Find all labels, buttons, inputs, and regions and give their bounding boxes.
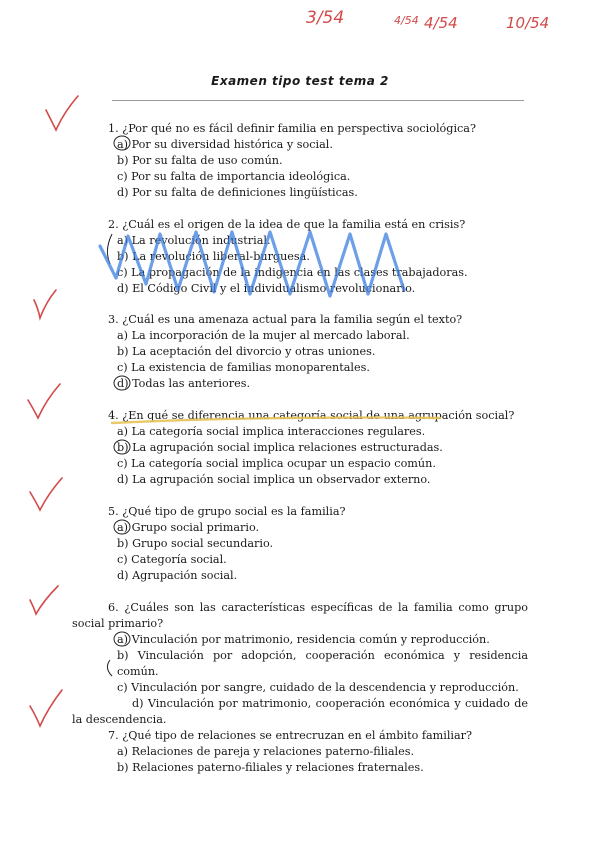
option-b: b) Por su falta de uso común.: [117, 154, 283, 167]
option-a: a) La revolución industrial.: [117, 234, 271, 247]
option-d: d) Agrupación social.: [117, 569, 238, 582]
option-c: c) La existencia de familias monoparentales.: [117, 361, 370, 374]
option-d: d) Por su falta de definiciones lingüísticas.: [117, 186, 358, 199]
question-stem: 4. ¿En qué se diferencia una categoría social de una agrupación social?: [108, 409, 515, 422]
question-stem: 3. ¿Cuál es una amenaza actual para la familia según el texto?: [108, 313, 463, 326]
question-stem: 7. ¿Qué tipo de relaciones se entrecruzan en el ámbito familiar?: [108, 729, 473, 742]
handwritten-score: 3/54: [306, 8, 345, 28]
option-b: b) La aceptación del divorcio y otras uniones.: [117, 345, 376, 358]
option-c: c) Categoría social.: [117, 553, 227, 566]
option-a: a) Grupo social primario.: [117, 521, 260, 534]
option-a: a) La incorporación de la mujer al mercado laboral.: [117, 329, 410, 342]
option-d: d) Vinculación por matrimonio, cooperación económica y cuidado de la descendencia.: [72, 697, 528, 726]
option-b: b) Relaciones paterno-filiales y relaciones fraternales.: [117, 761, 424, 774]
option-a: a) La categoría social implica interacciones regulares.: [117, 425, 426, 438]
question-7: [108, 728, 472, 776]
option-d: d) El Código Civil y el individualismo revolucionario.: [117, 282, 416, 295]
option-a: a) Vinculación por matrimonio, residencia común y reproducción.: [117, 633, 490, 646]
checkmark-icon: [30, 690, 62, 726]
checkmark-icon: [30, 478, 62, 510]
option-b: b) Vinculación por adopción, cooperación económica y residencia común.: [117, 649, 528, 678]
option-b: b) Grupo social secundario.: [117, 537, 274, 550]
question-stem: 2. ¿Cuál es el origen de la idea de que la familia está en crisis?: [108, 218, 466, 231]
title-divider: [112, 100, 524, 101]
option-c: c) La categoría social implica ocupar un espacio común.: [117, 457, 436, 470]
option-c: c) Vinculación por sangre, cuidado de la descendencia y reproducción.: [117, 681, 519, 694]
question-2: [108, 217, 468, 297]
option-c: c) La propagación de la indigencia en las clases trabajadoras.: [117, 266, 468, 279]
handwritten-score: 4/54: [424, 14, 458, 32]
question-5: [108, 504, 345, 584]
checkmark-icon: [34, 290, 56, 318]
question-stem: 1. ¿Por qué no es fácil definir familia en perspectiva sociológica?: [108, 122, 476, 135]
option-b: b) La revolución liberal-burguesa.: [117, 250, 310, 263]
option-d: d) Todas las anteriores.: [117, 377, 251, 390]
option-b: b) La agrupación social implica relaciones estructuradas.: [117, 441, 443, 454]
question-4: [108, 408, 514, 488]
question-stem: 6. ¿Cuáles son las características específicas de la familia como grupo social primario?: [72, 601, 528, 630]
checkmark-icon: [28, 384, 60, 418]
option-c: c) Por su falta de importancia ideológica.: [117, 170, 351, 183]
checkmark-icon: [30, 586, 58, 614]
checkmark-icon: [46, 96, 78, 130]
option-a: a) Relaciones de pareja y relaciones paterno-filiales.: [117, 745, 415, 758]
question-1: [108, 121, 476, 201]
question-3: [108, 312, 462, 392]
option-d: d) La agrupación social implica un observador externo.: [117, 473, 431, 486]
option-a: a) Por su diversidad histórica y social.: [117, 138, 333, 151]
page-title: Examen tipo test tema 2: [211, 74, 389, 88]
handwritten-score: 10/54: [506, 14, 550, 32]
question-stem: 5. ¿Qué tipo de grupo social es la familia?: [108, 505, 346, 518]
handwritten-score: 4/54: [394, 14, 419, 27]
question-6: [72, 600, 528, 728]
